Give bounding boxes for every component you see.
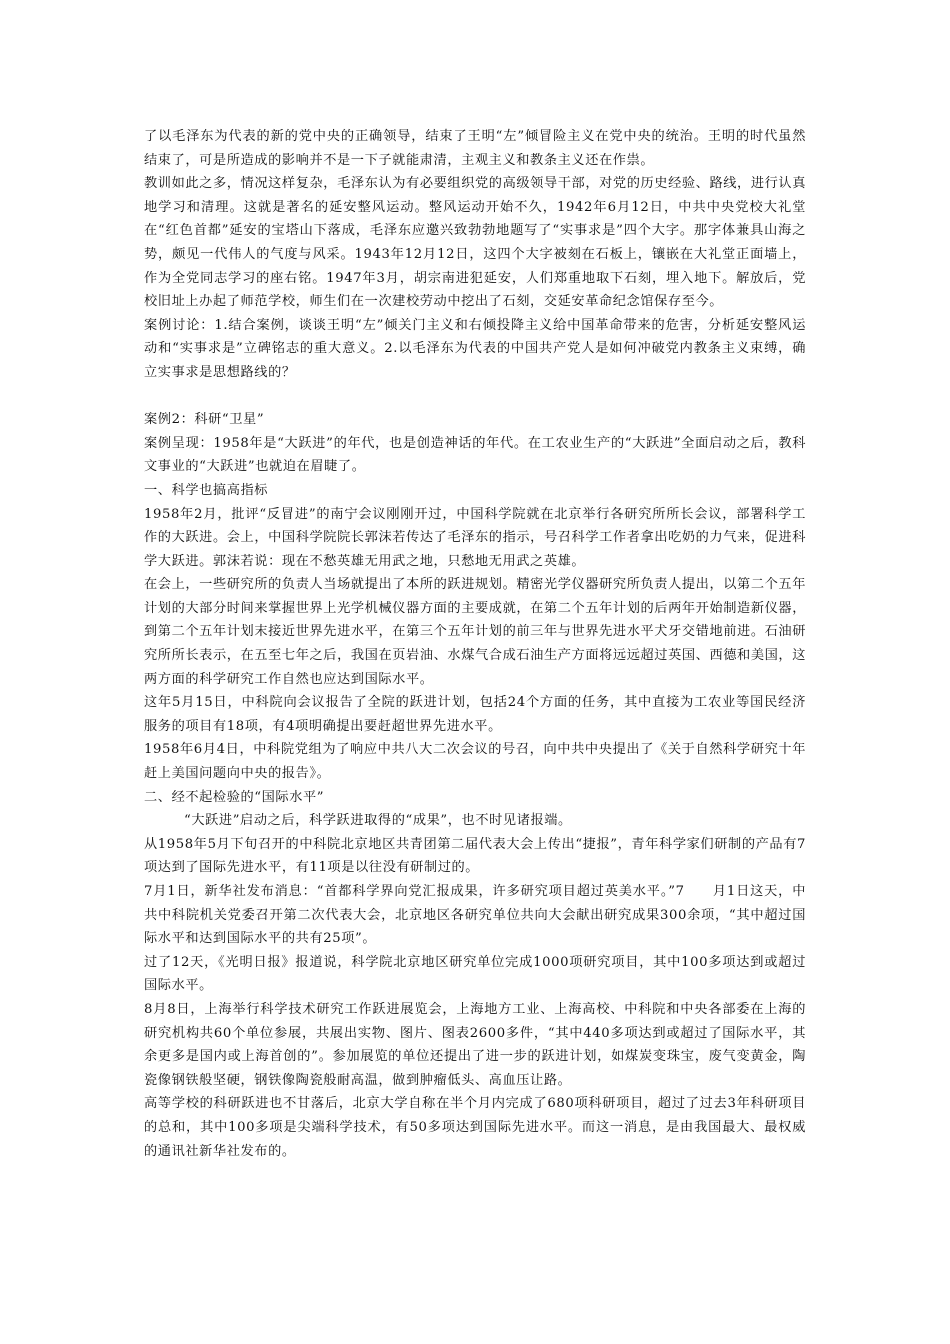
paragraph-case-discussion: 案例讨论：1.结合案例，谈谈王明“左”倾关门主义和右倾投降主义给中国革命带来的危害，分析延安整风运动和“实事求是”立碑铭志的重大意义。2.以毛泽东为代表的中国共产党人是如何冲破党内教条主义束缚，确立实事求是思想路线的？: [144, 317, 806, 380]
case-2-title: 案例2：科研“卫星”: [144, 412, 265, 428]
paragraph-june-4-report: 1958年6月4日，中科院党组为了响应中共八大二次会议的号召，向中共中央提出了《关于自然科学研究十年赶上美国问题向中央的报告》。: [144, 742, 806, 782]
paragraph-guangming-daily: 过了12天，《光明日报》报道说，科学院北京地区研究单位完成1000项研究项目，其中100多项达到或超过国际水平。: [144, 954, 806, 994]
paragraph-institute-plans: 在会上，一些研究所的负责人当场就提出了本所的跃进规划。精密光学仪器研究所负责人提出，以第二个五年计划的大部分时间来掌握世界上光学机械仪器方面的主要成就，在第二个五年计划的后两年开始制造新仪器，到第二个五年计划末接近世界先进水平，在第三个五年计划的前三年与世界先进水平犬牙交错地前进。石油研究所所长表示，在五至七年之后，我国在页岩油、水煤气合成石油生产方面将远远超过英国、西德和美国，这两方面的科学研究工作自然也应达到国际水平。: [144, 577, 806, 687]
section-heading-1: 一、科学也搞高指标: [144, 482, 269, 498]
paragraph-yanan-rectification: 教训如此之多，情况这样复杂，毛泽东认为有必要组织党的高级领导干部，对党的历史经验、路线，进行认真地学习和清理。这就是著名的延安整风运动。整风运动开始不久，1942年6月12日，中共中央党校大礼堂在“红色首都”延安的宝塔山下落成，毛泽东应邀兴致勃勃地题写了“实事求是”四个大字。那字体兼具山海之势，颇见一代伟人的气度与风采。1943年12月12日，这四个大字被刻在石板上，镶嵌在大礼堂正面墙上，作为全党同志学习的座右铭。1947年3月，胡宗南进犯延安，人们郑重地取下石刻，埋入地下。解放后，党校旧址上办起了师范学校，师生们在一次建校劳动中挖出了石刻，交延安革命纪念馆保存至今。: [144, 176, 806, 310]
paragraph-peking-university: 高等学校的科研跃进也不甘落后，北京大学自称在半个月内完成了680项科研项目，超过了过去3年科研项目的总和，其中100多项是尖端科学技术，有50多项达到国际先进水平。而这一消息，是由我国最大、最权威的通讯社新华社发布的。: [144, 1096, 806, 1159]
paragraph-may-15-plan: 这年5月15日，中科院向会议报告了全院的跃进计划，包括24个方面的任务，其中直接为工农业等国民经济服务的项目有18项，有4项明确提出要赶超世界先进水平。: [144, 695, 806, 734]
paragraph-spacer: [144, 385, 806, 409]
paragraph-achievements-reported: “大跃进”启动之后，科学跃进取得的“成果”，也不时见诸报端。: [184, 813, 572, 829]
paragraph-case-presentation: 案例呈现：1958年是“大跃进”的年代，也是创造神话的年代。在工农业生产的“大跃进”全面启动之后，教科文事业的“大跃进”也就迫在眉睫了。: [144, 435, 806, 475]
document-body: [144, 125, 806, 1163]
paragraph-july-1-news: 7月1日，新华社发布消息：“首都科学界向党汇报成果，许多研究项目超过英美水平。”7 月1日这天，中共中科院机关党委召开第二次代表大会，北京地区各研究单位共向大会献出研究成果300余项，“其中超过国际水平和达到国际水平的共有25项”。: [144, 884, 806, 947]
paragraph-shanghai-exhibition: 8月8日，上海举行科学技术研究工作跃进展览会，上海地方工业、上海高校、中科院和中央各部委在上海的研究机构共60个单位参展，共展出实物、图片、图表2600多件，“其中440多项达到或超过了国际水平，其余更多是国内或上海首创的”。参加展览的单位还提出了进一步的跃进计划，如煤炭变珠宝，废气变黄金，陶瓷像钢铁般坚硬，钢铁像陶瓷般耐高温，做到肿瘤低头、高血压让路。: [144, 1001, 806, 1088]
paragraph-nanning-meeting: 1958年2月，批评“反冒进”的南宁会议刚刚开过，中国科学院就在北京举行各研究所所长会议，部署科学工作的大跃进。会上，中国科学院院长郭沫若传达了毛泽东的指示，号召科学工作者拿出吃奶的力气来，促进科学大跃进。郭沫若说：现在不愁英雄无用武之地，只愁地无用武之英雄。: [144, 506, 806, 569]
paragraph-youth-league-congress: 从1958年5月下旬召开的中科院北京地区共青团第二届代表大会上传出“捷报”，青年科学家们研制的产品有7项达到了国际先进水平，有11项是以往没有研制过的。: [144, 836, 806, 876]
section-heading-2: 二、经不起检验的“国际水平”: [144, 789, 325, 805]
paragraph-rectification-end: 了以毛泽东为代表的新的党中央的正确领导，结束了王明“左”倾冒险主义在党中央的统治。王明的时代虽然结束了，可是所造成的影响并不是一下子就能肃清，主观主义和教条主义还在作祟。: [144, 129, 806, 168]
